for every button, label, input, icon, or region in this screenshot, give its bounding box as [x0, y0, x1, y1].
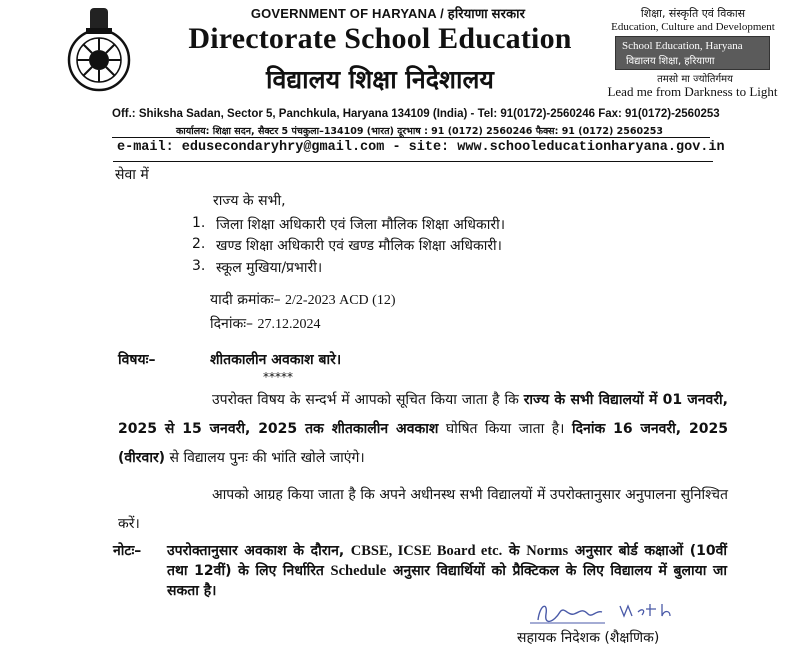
note-text	[167, 541, 727, 601]
note-part: अनुसार बोर्ड कक्षाओं (10वीं तथा 12वीं) के लिए निर्धारित	[167, 543, 728, 579]
body-text: घोषित किया जाता है।	[438, 421, 572, 437]
body-paragraph	[118, 386, 728, 473]
reopening-date: दिनांक 16 जनवरी, 2025 (वीरवार)	[118, 421, 729, 466]
holiday-period: राज्य के सभी विद्यालयों में 01 जनवरी, 2025 से 15 जनवरी, 2025 तक शीतकालीन अवकाश	[118, 392, 728, 437]
logo-line-english: School Education, Haryana	[622, 40, 743, 52]
signatory-designation: सहायक निदेशक (शैक्षणिक)	[517, 630, 660, 646]
logo-line-hindi: विद्यालय शिक्षा, हरियाणा	[626, 56, 715, 67]
body-text: उपरोक्त विषय के सन्दर्भ में आपको सूचित किया जाता है कि	[212, 392, 524, 408]
directorate-title-hindi: विद्यालय शिक्षा निदेशालय	[266, 65, 494, 94]
note-schedule: Schedule	[330, 563, 387, 579]
memo-date-line	[210, 314, 321, 333]
motto-english: Lead me from Darkness to Light	[607, 84, 778, 99]
signature	[530, 598, 680, 626]
contact-email-site: e-mail: edusecondaryhry@gmail.com - site: www.schooleducationharyana.gov.in	[117, 140, 725, 155]
office-address-english: Off.: Shiksha Sadan, Sector 5, Panchkula, Haryana 134109 (India) - Tel: 91(0172)-2560246 Fax: 91(0172)-2560253	[112, 108, 720, 120]
note-norms: Norms	[526, 543, 569, 559]
recipient-item: खण्ड शिक्षा अधिकारी एवं खण्ड मौलिक शिक्षा अधिकारी।	[216, 238, 502, 254]
subject-separator: *****	[263, 370, 293, 384]
motto-hindi: तमसो मा ज्योतिर्गमय	[657, 74, 733, 85]
body-text: से विद्यालय पुनः की भांति खोले जाएंगे।	[165, 450, 365, 466]
department-hindi: शिक्षा, संस्कृति एवं विकास	[640, 7, 746, 20]
note-part: के	[502, 543, 527, 559]
recipient-number: 1.	[192, 215, 206, 231]
department-english: Education, Culture and Development	[611, 21, 775, 33]
note-label: नोटः–	[113, 543, 142, 559]
memo-date-label: दिनांकः–	[210, 316, 254, 332]
compliance-paragraph: आपको आग्रह किया जाता है कि अपने अधीनस्थ सभी विद्यालयों में उपरोक्तानुसार अनुपालना सुनिश्चित करें।	[118, 487, 728, 532]
recipient-number: 3.	[192, 258, 206, 274]
school-education-logo	[615, 36, 770, 70]
subject-label: विषयः–	[118, 352, 156, 368]
salutation: सेवा में	[115, 167, 149, 183]
note-part: उपरोक्तानुसार अवकाश के दौरान,	[167, 543, 351, 559]
office-address-hindi: कार्यालय: शिक्षा सदन, सैक्टर 5 पंचकुला–134109 (भारत) दूरभाष : 91 (0172) 2560246 फैक्स: 91 (0172) 2560253	[176, 126, 663, 137]
memo-date: 27.12.2024	[257, 317, 321, 332]
recipient-number: 2.	[192, 236, 206, 252]
memo-number-label: यादी क्रमांकः–	[210, 292, 281, 308]
note-part: अनुसार विद्यार्थियों को प्रैक्टिकल के लिए विद्यालय में बुलाया जा सकता है।	[167, 563, 728, 599]
recipients-intro: राज्य के सभी,	[213, 193, 286, 209]
letterhead-divider-bottom	[113, 161, 713, 162]
government-title: GOVERNMENT OF HARYANA / हरियाणा सरकार	[250, 6, 526, 21]
memo-number-line	[210, 290, 395, 309]
recipient-item: स्कूल मुखिया/प्रभारी।	[216, 260, 323, 276]
note-boards: CBSE, ICSE Board etc.	[350, 543, 503, 559]
haryana-emblem-icon	[66, 4, 132, 92]
letterhead-divider	[112, 137, 710, 138]
subject-text: शीतकालीन अवकाश बारे।	[210, 352, 342, 368]
memo-number: 2/2-2023 ACD (12)	[285, 293, 396, 308]
directorate-title-english: Directorate School Education	[188, 22, 572, 55]
recipient-item: जिला शिक्षा अधिकारी एवं जिला मौलिक शिक्षा अधिकारी।	[216, 217, 506, 233]
